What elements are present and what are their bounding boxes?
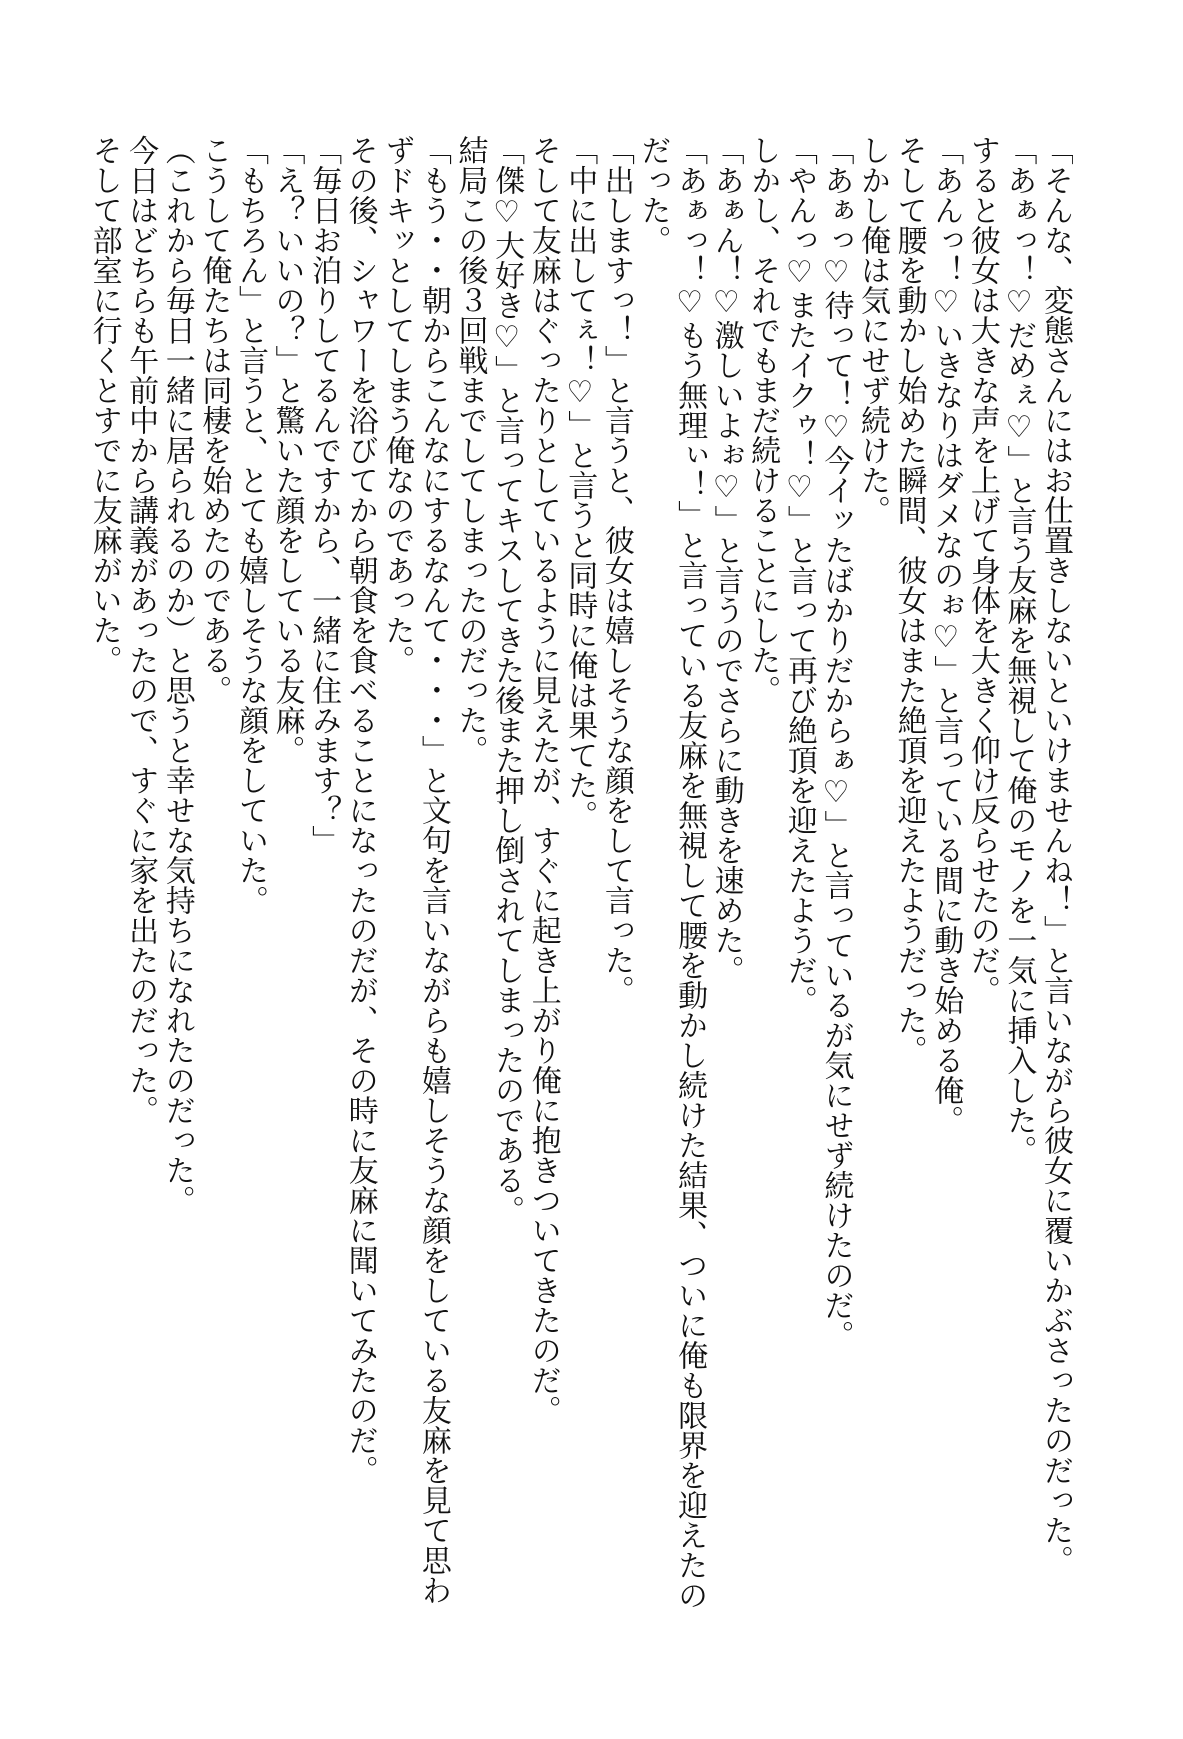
text-line: 「あぁん！♡激しいよぉ♡」と言うのでさらに動きを速めた。 bbox=[708, 135, 744, 985]
text-line: 「え？いいの？」と驚いた顔をしている友麻。 bbox=[269, 135, 305, 765]
text-line: 「出しますっ！」と言うと、彼女は嬉しそうな顔をして言った。 bbox=[598, 135, 634, 1005]
text-line: その後、シャワーを浴びてから朝食を食べることになったのだが、その時に友麻に聞いてみたのだ。 bbox=[342, 135, 378, 1485]
text-line: そして友麻はぐったりとしているように見えたが、すぐに起き上がり俺に抱きついてきたのだ。 bbox=[525, 135, 561, 1425]
text-line: 「もう・・朝からこんなにするなんて・・・」と文句を言いながらも嬉しそうな顔をしている友麻を見て思わずドキッとしてしまう俺なのであった。 bbox=[379, 135, 451, 1605]
text-line: （これから毎日一緒に居られるのか）と思うと幸せな気持ちになれたのだった。 bbox=[159, 135, 195, 1215]
text-line: 「あんっ！♡いきなりはダメなのぉ♡」と言っている間に動き始める俺。 bbox=[928, 135, 964, 1135]
vertical-text-body bbox=[73, 135, 1073, 1615]
text-line: 「毎日お泊りしてるんですから、一緒に住みます？」 bbox=[306, 135, 342, 855]
text-line: そして腰を動かし始めた瞬間、彼女はまた絶頂を迎えたようだった。 bbox=[891, 135, 927, 1065]
text-line: 「やんっ♡またイクゥ！♡」と言って再び絶頂を迎えたようだ。 bbox=[781, 135, 817, 1015]
text-line: すると彼女は大きな声を上げて身体を大きく仰け反らせたのだ。 bbox=[964, 135, 1000, 1005]
text-line: 「もちろん」と言うと、とても嬉しそうな顔をしていた。 bbox=[232, 135, 268, 915]
text-line: しかし俺は気にせず続けた。 bbox=[855, 135, 891, 525]
text-line: 「あぁっ♡待って！♡今イッたばかりだからぁ♡」と言っているが気にせず続けたのだ。 bbox=[818, 135, 854, 1350]
text-line: 今日はどちらも午前中から講義があったので、すぐに家を出たのだった。 bbox=[123, 135, 159, 1125]
text-line: 「あぁっ！♡もう無理ぃ！」と言っている友麻を無視して腰を動かし続けた結果、ついに俺も限界を迎えたのだった。 bbox=[635, 135, 708, 1610]
text-line: そして部室に行くとすでに友麻がいた。 bbox=[86, 135, 122, 675]
text-line: 結局この後３回戦までしてしまったのだった。 bbox=[452, 135, 488, 765]
text-line: 「中に出してぇ！♡」と言うと同時に俺は果てた。 bbox=[562, 135, 598, 830]
text-line: 「そんな、変態さんにはお仕置きしないといけませんね！」と言いながら彼女に覆いかぶさったのだった。 bbox=[1038, 135, 1073, 1575]
text-line: こうして俺たちは同棲を始めたのである。 bbox=[196, 135, 232, 705]
text-line: 「あぁっ！♡だめぇ♡」と言う友麻を無視して俺のモノを一気に挿入した。 bbox=[1001, 135, 1037, 1165]
text-line: 「傑♡大好き♡」と言ってキスしてきた後また押し倒されてしまったのである。 bbox=[489, 135, 525, 1225]
text-line: しかし、それでもまだ続けることにした。 bbox=[745, 135, 781, 705]
